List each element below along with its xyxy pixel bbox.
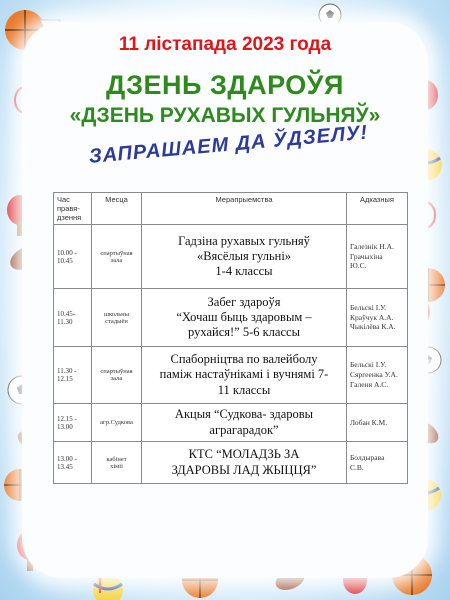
event-cell: Спаборніцтва по валейболу паміж настаўнікамі і вучнямі 7- 11 классы (142, 347, 347, 404)
event-cell: КТС “МОЛАДЗЬ ЗА ЗДАРОВЫ ЛАД ЖЫЦЦЯ” (142, 442, 347, 484)
column-header-place: Месца (92, 193, 142, 225)
table-row (54, 225, 408, 289)
place-cell: школьны стадыён (92, 289, 142, 347)
table-row (54, 404, 408, 442)
event-date: 11 лістапада 2023 года (118, 34, 332, 55)
time-cell: 10.45- 11.30 (54, 289, 92, 347)
table-row (54, 442, 408, 484)
table-row (54, 289, 408, 347)
column-header-time: Час правя- дзення (54, 193, 92, 225)
time-cell: 12.15 - 13.00 (54, 404, 92, 442)
time-cell: 11.30 - 12.15 (54, 347, 92, 404)
event-cell: Акцыя “Судкова- здаровы аграгарадок” (142, 404, 347, 442)
event-cell: Гадзіна рухавых гульняў «Вясёлыя гульні» 1-4 классы (142, 225, 347, 289)
event-cell: Забег здароўя “Хочаш быць здаровым – рухайся!” 5-6 классы (142, 289, 347, 347)
page-title: ДЗЕНЬ ЗДАРОЎЯ (106, 70, 344, 100)
page-subtitle: «ДЗЕНЬ РУХАВЫХ ГУЛЬНЯЎ» (69, 104, 381, 127)
place-cell: агр.Судкова (92, 404, 142, 442)
column-header-event: Мерапрыемства (142, 193, 347, 225)
schedule-table (53, 192, 408, 484)
responsible-cell: Галезнік Н.А. Грачыхіна Ю.С. (347, 225, 408, 289)
time-cell: 13.00 - 13.45 (54, 442, 92, 484)
responsible-cell: Бельскі І.У. Сяргеенка У.А. Галеня А.С. (347, 347, 408, 404)
place-cell: кабінет хіміі (92, 442, 142, 484)
column-header-responsible: Адказныя (347, 193, 408, 225)
invitation-text: ЗАПРАШАЕМ ДА ЎДЗЕЛУ! (88, 121, 369, 168)
responsible-cell: Лобан К.М. (347, 404, 408, 442)
time-cell: 10.00 - 10.45 (54, 225, 92, 289)
responsible-cell: Болдырава С.В. (347, 442, 408, 484)
responsible-cell: Бельскі І.У. Краўчук А.А. Чыкілёва К.А. (347, 289, 408, 347)
place-cell: спартыўная зала (92, 347, 142, 404)
table-header-row (54, 193, 408, 225)
place-cell: спартыўная зала (92, 225, 142, 289)
table-row (54, 347, 408, 404)
